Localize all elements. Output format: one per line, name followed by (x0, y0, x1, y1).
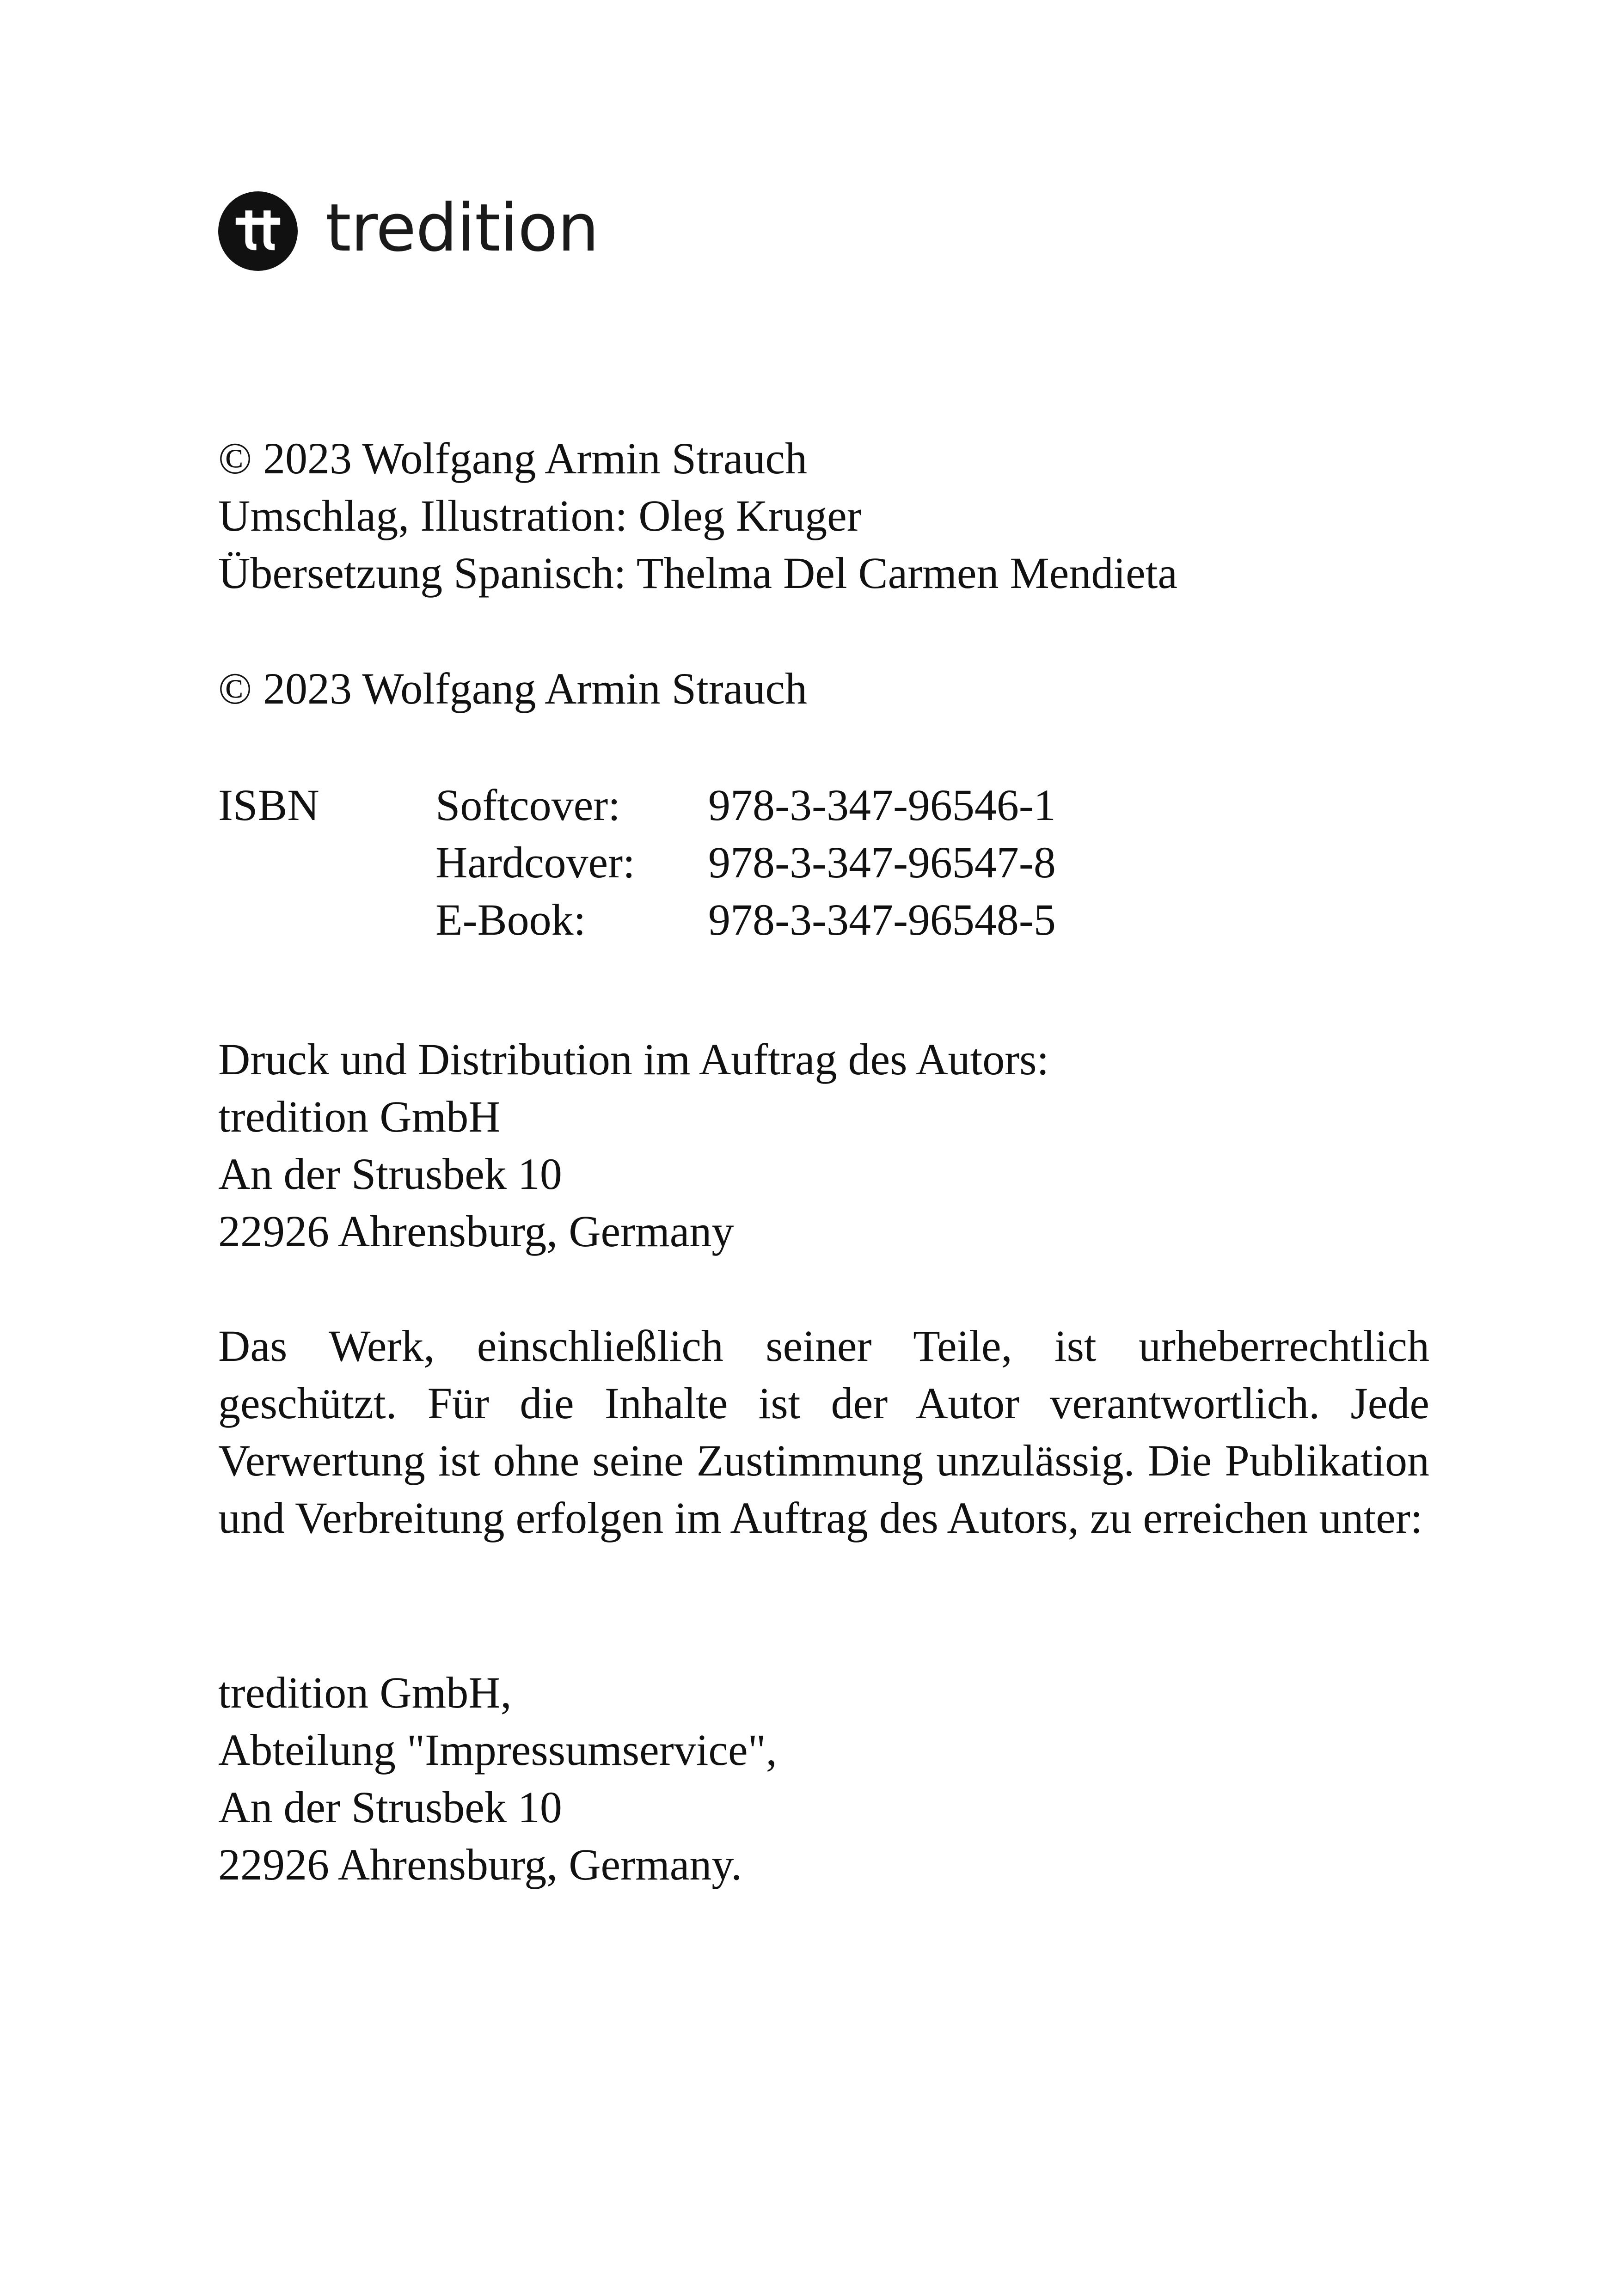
isbn-number: 978-3-347-96547-8 (708, 838, 1056, 887)
copyright-repeat-block (218, 660, 807, 717)
isbn-kind: Softcover: (435, 780, 620, 830)
cover-illustration-credit: Umschlag, Illustration: Oleg Kruger (218, 491, 862, 540)
printing-distribution-block (218, 1031, 1049, 1260)
tredition-logo-icon (218, 191, 298, 271)
translation-credit: Übersetzung Spanisch: Thelma Del Carmen Mendieta (218, 548, 1177, 598)
isbn-kind: Hardcover: (435, 838, 635, 887)
legal-notice (218, 1317, 1429, 1547)
contact-city: 22926 Ahrensburg, Germany. (218, 1840, 742, 1889)
printer-street: An der Strusbek 10 (218, 1149, 562, 1199)
contact-company: tredition GmbH, (218, 1668, 512, 1717)
isbn-number: 978-3-347-96546-1 (708, 780, 1056, 830)
printing-heading: Druck und Distribution im Auftrag des Autors: (218, 1035, 1049, 1084)
printer-city: 22926 Ahrensburg, Germany (218, 1206, 734, 1256)
isbn-row (218, 891, 1056, 949)
logo-wordmark: tredition (325, 190, 599, 266)
isbn-row (218, 834, 1056, 891)
isbn-label: ISBN (218, 780, 319, 830)
isbn-number: 978-3-347-96548-5 (708, 895, 1056, 944)
contact-department: Abteilung "Impressumservice", (218, 1725, 777, 1775)
copyright-line: © 2023 Wolfgang Armin Strauch (218, 434, 807, 483)
isbn-kind: E-Book: (435, 895, 586, 944)
isbn-label-spacer (218, 891, 435, 949)
printer-company: tredition GmbH (218, 1092, 501, 1141)
isbn-row (218, 777, 1056, 834)
legal-paragraph: Das Werk, einschließlich seiner Teile, ist urheberrechtlich geschützt. Für die Inhalte ist der Autor verantwortlich. Jede Verwertung ist ohne seine Zustimmung unzulässig. Die Publikation und Verbreitung erfolgen im Auftrag des Autors, zu erreichen unter: (218, 1321, 1429, 1543)
contact-address-block (218, 1664, 777, 1893)
publisher-logo (218, 190, 599, 273)
contact-street: An der Strusbek 10 (218, 1782, 562, 1832)
copyright-line-repeat: © 2023 Wolfgang Armin Strauch (218, 664, 807, 713)
isbn-table (218, 777, 1056, 949)
credits-block (218, 430, 1177, 602)
isbn-label-spacer (218, 834, 435, 891)
